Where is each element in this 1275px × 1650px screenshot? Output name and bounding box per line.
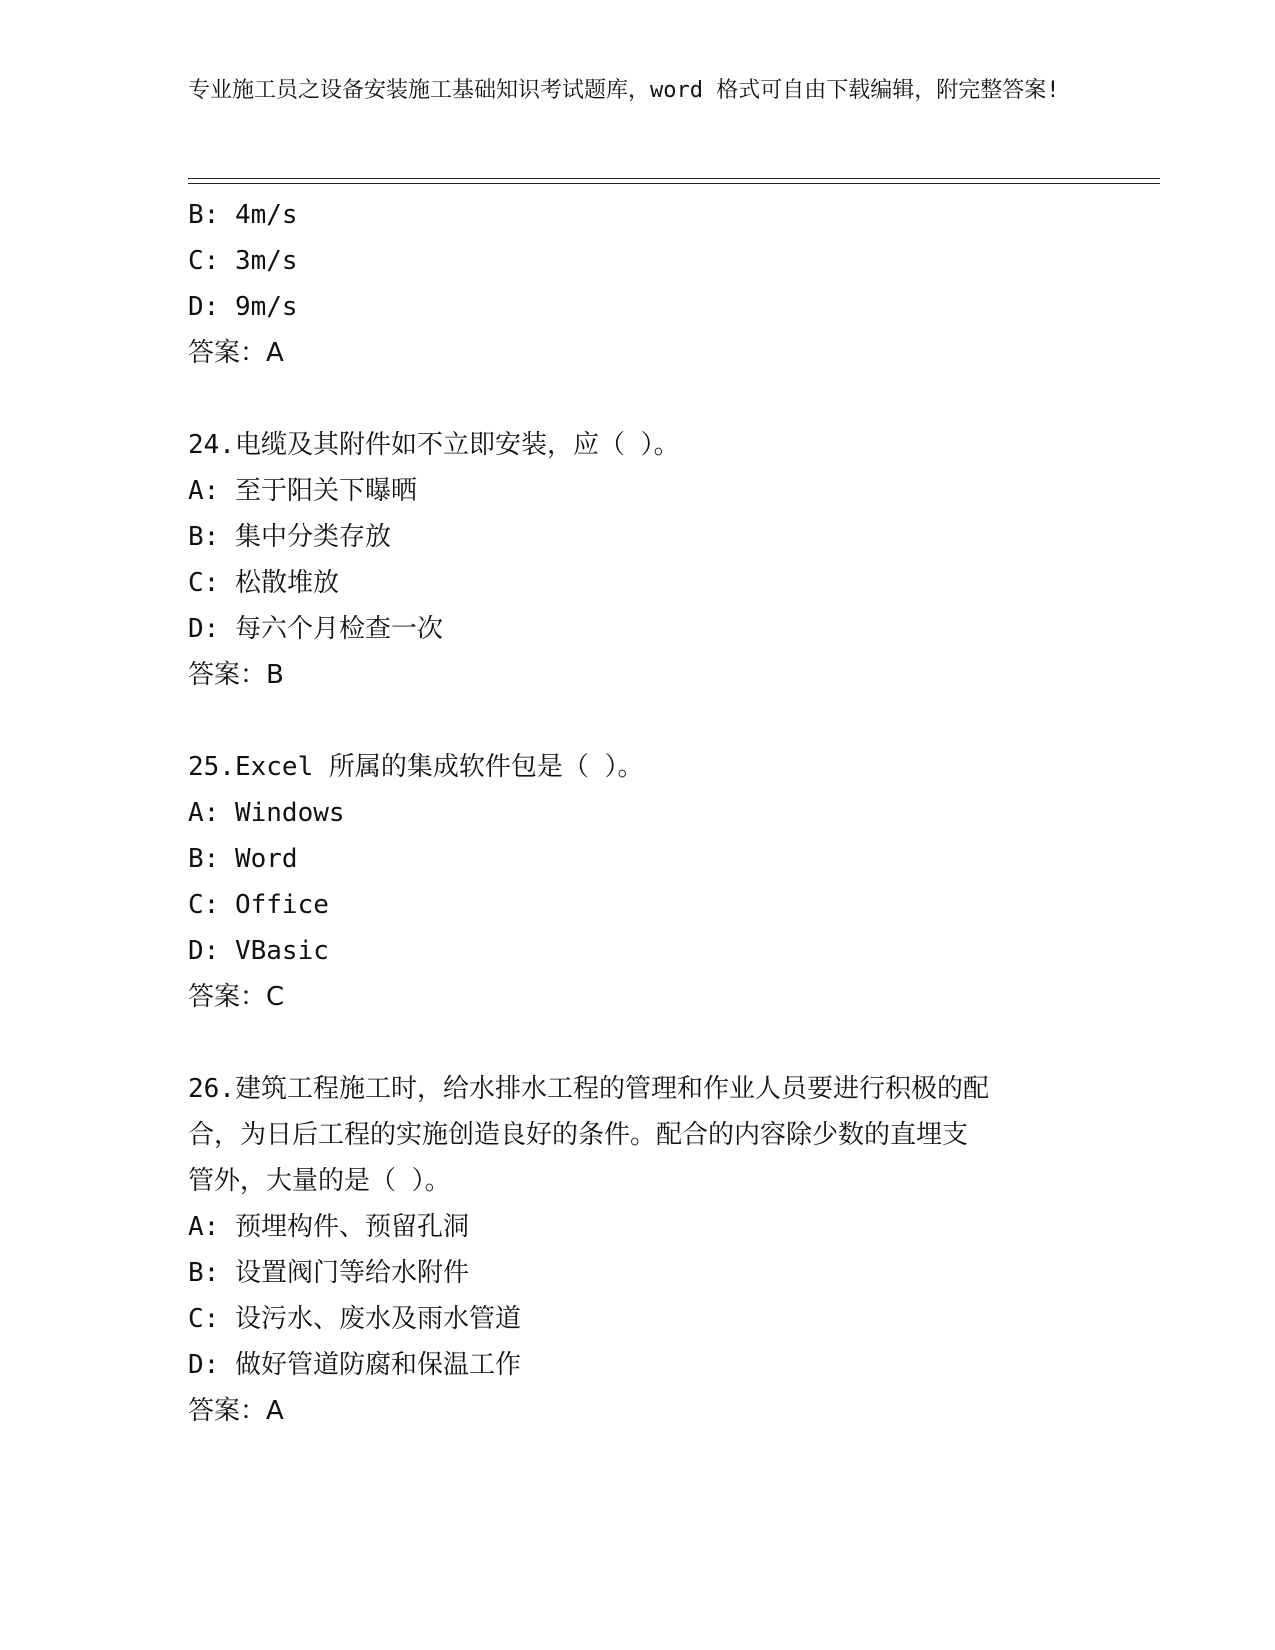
option-a: A: 至于阳关下曝晒 — [188, 476, 417, 506]
option-c: C: 3m/s — [188, 246, 298, 276]
answer-line: 答案：C — [188, 982, 285, 1012]
option-d: D: 9m/s — [188, 292, 298, 322]
option-c: C: Office — [188, 890, 329, 920]
question-23-continuation — [188, 192, 1088, 376]
question-25 — [188, 744, 1088, 1020]
option-a: A: 预埋构件、预留孔洞 — [188, 1212, 469, 1242]
option-c: C: 松散堆放 — [188, 568, 339, 598]
question-text: 25.Excel 所属的集成软件包是（ ）。 — [188, 752, 644, 782]
answer-line: 答案：B — [188, 660, 284, 690]
header-rule-top — [188, 178, 1160, 179]
question-text-line-3: 管外，大量的是（ ）。 — [188, 1166, 451, 1196]
question-24 — [188, 422, 1088, 698]
option-b: B: 4m/s — [188, 200, 298, 230]
option-d: D: 做好管道防腐和保温工作 — [188, 1350, 521, 1380]
option-b: B: 集中分类存放 — [188, 522, 391, 552]
question-text-line-2: 合，为日后工程的实施创造良好的条件。配合的内容除少数的直埋支 — [188, 1120, 969, 1150]
question-26 — [188, 1066, 1088, 1434]
option-a: A: Windows — [188, 798, 345, 828]
document-body — [188, 192, 1088, 1434]
answer-line: 答案：A — [188, 1396, 284, 1426]
option-c: C: 设污水、废水及雨水管道 — [188, 1304, 521, 1334]
answer-line: 答案：A — [188, 338, 284, 368]
option-b: B: Word — [188, 844, 298, 874]
question-text-line-1: 26.建筑工程施工时，给水排水工程的管理和作业人员要进行积极的配 — [188, 1074, 989, 1104]
header-rule-bottom — [188, 183, 1160, 184]
option-d: D: VBasic — [188, 936, 329, 966]
question-text: 24.电缆及其附件如不立即安装，应（ ）。 — [188, 430, 680, 460]
option-d: D: 每六个月检查一次 — [188, 614, 443, 644]
option-b: B: 设置阀门等给水附件 — [188, 1258, 469, 1288]
document-header: 专业施工员之设备安装施工基础知识考试题库，word 格式可自由下载编辑，附完整答案! — [188, 78, 1060, 103]
